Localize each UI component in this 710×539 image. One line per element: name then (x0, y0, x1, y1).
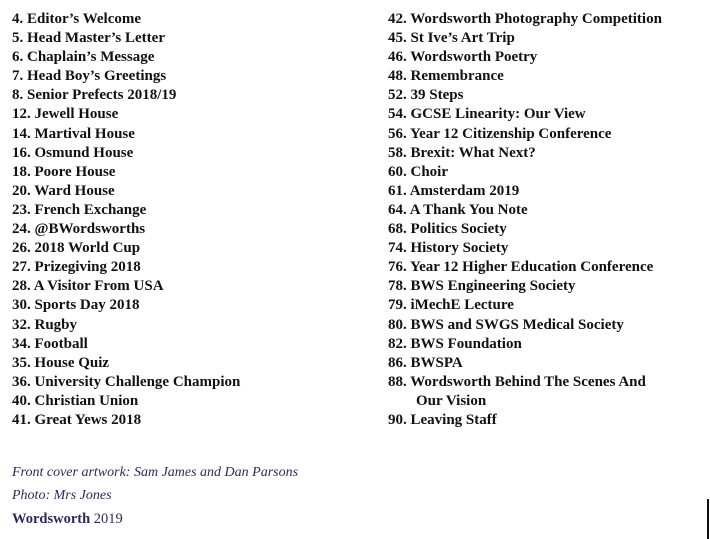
toc-entry (388, 411, 708, 430)
toc-title: Year 12 Higher Education Conference (409, 259, 654, 276)
toc-entry (12, 296, 372, 315)
toc-entry (388, 86, 708, 105)
toc-entry (388, 125, 708, 144)
page-edge-rule (707, 499, 709, 539)
toc-title: French Exchange (34, 201, 147, 218)
toc-page-number: 82. (388, 335, 407, 352)
toc-entry (388, 29, 708, 48)
toc-entry (388, 144, 708, 163)
toc-page-number: 26. (12, 240, 31, 257)
toc-page-number: 6. (12, 49, 24, 66)
toc-entry (12, 258, 372, 277)
toc-entry (388, 105, 708, 124)
toc-right-column (388, 10, 708, 430)
toc-page-number: 86. (388, 354, 407, 371)
toc-entry (12, 220, 372, 239)
toc-title: Politics Society (410, 221, 507, 238)
toc-title: Rugby (34, 316, 78, 333)
toc-page-number: 27. (12, 259, 31, 276)
toc-entry (388, 163, 708, 182)
toc-entry (388, 354, 708, 373)
magazine-name: Wordsworth (12, 511, 91, 527)
toc-title: 2018 World Cup (34, 240, 141, 257)
toc-title: Amsterdam 2019 (409, 182, 520, 199)
toc-title: Year 12 Citizenship Conference (409, 125, 612, 142)
toc-title: Remembrance (410, 68, 504, 85)
toc-title: Head Boy’s Greetings (27, 68, 167, 85)
toc-entry (388, 182, 708, 201)
toc-title: GCSE Linearity: Our View (410, 106, 586, 123)
toc-page-number: 46. (388, 49, 407, 66)
toc-entry (12, 67, 372, 86)
toc-entry (12, 48, 372, 67)
toc-title: A Visitor From USA (33, 278, 164, 295)
toc-page-number: 41. (12, 411, 31, 428)
toc-page-number: 61. (388, 182, 407, 199)
toc-page-number: 80. (388, 316, 407, 333)
toc-page-number: 90. (388, 411, 407, 428)
toc-entry (12, 182, 372, 201)
toc-page-number: 20. (12, 182, 31, 199)
toc-page-number: 58. (388, 144, 407, 161)
toc-title: Sports Day 2018 (34, 297, 140, 314)
toc-title: Ward House (34, 182, 115, 199)
toc-title: Wordsworth Behind The Scenes And (410, 373, 646, 390)
toc-title: Poore House (34, 163, 116, 180)
toc-entry (388, 373, 708, 411)
toc-title: iMechE Lecture (410, 297, 514, 314)
toc-title: History Society (410, 240, 509, 257)
toc-page-number: 64. (388, 201, 407, 218)
toc-page-number: 45. (388, 30, 407, 47)
toc-title: Head Master’s Letter (27, 30, 165, 47)
toc-title: Great Yews 2018 (34, 411, 142, 428)
toc-page-number: 16. (12, 144, 31, 161)
cover-credit: Front cover artwork: Sam James and Dan Parsons (12, 465, 299, 480)
toc-entry (388, 48, 708, 67)
toc-page-number: 12. (12, 106, 31, 123)
toc-entry (12, 392, 372, 411)
toc-title: Senior Prefects 2018/19 (27, 87, 177, 104)
toc-entry (12, 105, 372, 124)
toc-title: Editor’s Welcome (27, 11, 142, 27)
toc-title: A Thank You Note (409, 201, 528, 218)
toc-page-number: 23. (12, 201, 31, 218)
toc-page-number: 14. (12, 125, 31, 142)
toc-page-number: 4. (12, 11, 24, 27)
toc-page-number: 88. (388, 373, 407, 390)
toc-entry (12, 277, 372, 296)
toc-left-column (12, 10, 372, 430)
toc-title: Prizegiving 2018 (34, 259, 141, 276)
toc-entry (388, 277, 708, 296)
toc-page-number: 32. (12, 316, 31, 333)
magazine-year: 2019 (93, 511, 123, 527)
toc-entry (12, 163, 372, 182)
toc-title: BWS Engineering Society (410, 278, 576, 295)
toc-page-number: 8. (12, 87, 24, 104)
toc-entry (12, 201, 372, 220)
toc-entry (12, 29, 372, 48)
toc-page-number: 36. (12, 373, 31, 390)
toc-page-number: 28. (12, 278, 31, 295)
toc-page-number: 7. (12, 68, 24, 85)
credits-block (12, 461, 298, 531)
toc-entry (12, 144, 372, 163)
toc-page-number: 56. (388, 125, 407, 142)
toc-entry (388, 67, 708, 86)
toc-title: Wordsworth Poetry (410, 49, 538, 66)
toc-entry (12, 10, 372, 29)
toc-entry (12, 316, 372, 335)
toc-title: @BWordsworths (34, 221, 146, 238)
toc-title: University Challenge Champion (34, 373, 241, 390)
toc-entry (12, 335, 372, 354)
toc-page-number: 30. (12, 297, 31, 314)
toc-title: BWS and SWGS Medical Society (410, 316, 624, 333)
toc-title: BWSPA (410, 354, 463, 371)
toc-title: Chaplain’s Message (27, 49, 155, 66)
toc-page-number: 60. (388, 163, 407, 180)
toc-entry (12, 373, 372, 392)
toc-title: Osmund House (34, 144, 134, 161)
toc-title: Wordsworth Photography Competition (410, 11, 662, 27)
toc-entry (388, 10, 708, 29)
toc-title: Choir (410, 163, 448, 180)
toc-entry (388, 220, 708, 239)
toc-title: Martival House (34, 125, 135, 142)
toc-title: House Quiz (34, 354, 110, 371)
toc-title: Christian Union (34, 392, 139, 409)
toc-title: BWS Foundation (410, 335, 522, 352)
toc-title: Jewell House (34, 106, 119, 123)
toc-entry (12, 411, 372, 430)
toc-entry (388, 258, 708, 277)
toc-page-number: 48. (388, 68, 407, 85)
toc-entry (388, 201, 708, 220)
toc-page-number: 79. (388, 297, 407, 314)
toc-entry (12, 354, 372, 373)
toc-title: 39 Steps (410, 87, 464, 104)
toc-title: Brexit: What Next? (410, 144, 536, 161)
toc-entry (388, 335, 708, 354)
toc-page-number: 52. (388, 87, 407, 104)
toc-title: Leaving Staff (410, 411, 497, 428)
toc-entry (12, 125, 372, 144)
toc-entry (388, 296, 708, 315)
toc-page-number: 34. (12, 335, 31, 352)
toc-page-number: 24. (12, 221, 31, 238)
toc-page-number: 76. (388, 259, 407, 276)
toc-page-number: 35. (12, 354, 31, 371)
toc-page-number: 74. (388, 240, 407, 257)
toc-entry (388, 239, 708, 258)
toc-page-number: 18. (12, 163, 31, 180)
toc-title: Football (34, 335, 88, 352)
toc-page-number: 40. (12, 392, 31, 409)
toc-entry (12, 239, 372, 258)
toc-page-number: 5. (12, 30, 24, 47)
toc-entry (388, 316, 708, 335)
photo-credit: Photo: Mrs Jones (12, 488, 112, 503)
toc-page-number: 42. (388, 11, 407, 27)
toc-title-continuation: Our Vision (416, 392, 487, 409)
toc-page-number: 54. (388, 106, 407, 123)
toc-page-number: 68. (388, 221, 407, 238)
toc-title: St Ive’s Art Trip (410, 30, 515, 47)
toc-page-number: 78. (388, 278, 407, 295)
toc-entry (12, 86, 372, 105)
footer-title (12, 507, 298, 531)
